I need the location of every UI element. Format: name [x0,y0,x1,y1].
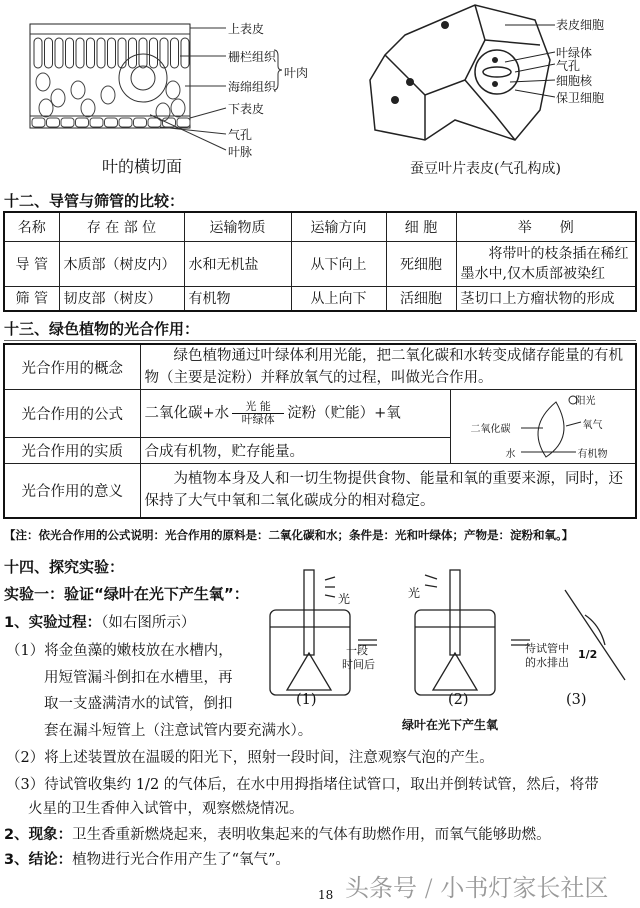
process-title: 1、实验过程： [4,615,102,631]
section-13-heading: 十三、绿色植物的光合作用： [4,320,200,338]
formula-condition-light: 光 能 [245,400,271,413]
photosynthesis-diagram-cell [450,390,636,464]
leader-lines [150,20,290,160]
formula-condition-chloroplast: 叶绿体 [241,413,275,426]
table-cell: 水和无机盐 [184,241,291,286]
formula [140,390,450,438]
step-2: （2）将上述装置放在温暖的阳光下，照射一段时间，注意观察气泡的产生。 [6,750,494,766]
figure-title: 绿叶在光下产生氧 [402,718,499,732]
row-text: 合成有机物，贮存能量。 [140,438,450,464]
process-line [4,611,195,632]
table-row [4,464,636,518]
label-palisade: 栅栏组织 [228,50,277,64]
section-14-heading: 十四、探究实验： [4,558,125,576]
header-cell: 细 胞 [386,212,456,241]
label-stoma: 气孔 [228,128,253,142]
table-cell: 木质部（树皮内） [59,241,184,286]
header-cell: 存 在 部 位 [59,212,184,241]
step-1-line: 取一支盛满清水的试管，倒扣 [44,696,233,712]
label-water: 水 [505,449,516,460]
phenomenon-text: 卫生香重新燃烧起来，表明收集起来的气体有助燃作用，而氧气能够助燃。 [72,827,551,843]
light-label: 光 [408,586,421,600]
figure-caption-3: (3) [566,692,587,708]
table-cell: 将带叶的枝条插在稀红墨水中,仅木质部被染红 [456,241,636,286]
divider [4,340,636,341]
vessel-sieve-table [3,211,637,312]
label-vein: 叶脉 [228,145,253,159]
table-row [4,390,636,438]
after-label: 一段 [346,644,368,657]
conclusion [4,848,290,869]
table-row [4,286,636,311]
epidermis-caption: 蚕豆叶片表皮(气孔构成) [410,161,561,177]
label-co2: 二氧化碳 [470,424,511,435]
leaf-section-caption: 叶的横切面 [102,157,183,176]
table-cell: 有机物 [184,286,291,311]
table-cell: 韧皮部（树皮） [59,286,184,311]
label-mesophyll: 叶肉 [284,66,309,80]
label-organic: 有机物 [577,449,608,460]
label-spongy: 海绵组织 [228,80,277,94]
table-cell: 导 管 [4,241,59,286]
row-label: 光合作用的实质 [4,438,140,464]
drain-label: 的水排出 [525,656,569,669]
label-upper-epidermis: 上表皮 [228,22,265,36]
formula-arrow [232,401,284,426]
section-12-heading: 十二、导管与筛管的比较： [4,192,185,210]
phenomenon-title: 2、现象： [4,827,73,843]
table-cell: 从下向上 [291,241,386,286]
table-cell: 从上向下 [291,286,386,311]
table-cell: 死细胞 [386,241,456,286]
after-label: 时间后 [342,658,375,671]
step-1-line: 用短管漏斗倒扣在水槽里，再 [44,670,233,686]
label-epidermal-cell: 表皮细胞 [556,18,605,32]
label-oxygen: 氧气 [582,420,603,431]
step-3-line: （3）待试管收集约 1/2 的气体后，在水中用拇指堵住试管口，取出并倒转试管，然后，将带 [6,777,599,793]
table-cell: 筛 管 [4,286,59,311]
row-label: 光合作用的公式 [4,390,140,438]
label-nucleus: 细胞核 [556,74,593,88]
row-text: 绿色植物通过叶绿体利用光能，把二氧化碳和水转变成储存能量的有机物（主要是淀粉）并释放氧气的过程，叫做光合作用。 [140,344,636,390]
conclusion-title: 3、结论： [4,852,73,868]
label-stoma-2: 气孔 [556,59,581,73]
table-cell: 茎切口上方瘤状物的形成 [456,286,636,311]
experiment-figure [265,565,640,700]
note: 【注：依光合作用的公式说明：光合作用的原料是：二氧化碳和水；条件是：光和叶绿体；产物是：淀粉和氧。】 [4,528,574,542]
label-sunlight: 阳光 [575,396,596,407]
drain-label: 待试管中 [525,642,569,655]
conclusion-text: 植物进行光合作用产生了“氧气”。 [72,852,290,868]
formula-reactants: 二氧化碳+水 [144,405,230,422]
watermark: 头条号 / 小书灯家长社区 [345,874,609,902]
figure-caption-2: (2) [448,692,469,708]
process-hint: （如右图所示） [101,615,196,631]
photosynthesis-table [3,343,637,519]
header-cell: 运输方向 [291,212,386,241]
step-1-line: （1）将金鱼藻的嫩枝放在水槽内， [6,643,233,659]
table-header-row [4,212,636,241]
row-label: 光合作用的概念 [4,344,140,390]
row-text: 为植物本身及人和一切生物提供食物、能量和氧的重要来源，同时，还保持了大气中氧和二氧化碳成分的相对稳定。 [140,464,636,518]
light-label: 光 [338,592,351,606]
half-label: 1/2 [578,648,598,661]
step-3-line: 火星的卫生香伸入试管中，观察燃烧情况。 [28,801,304,817]
label-guard-cell: 保卫细胞 [556,91,605,105]
label-lower-epidermis: 下表皮 [228,102,265,116]
header-cell: 举 例 [456,212,636,241]
table-cell: 活细胞 [386,286,456,311]
table-row [4,241,636,286]
experiment-1-title: 实验一：验证“绿叶在光下产生氧”： [4,585,249,603]
formula-products: 淀粉（贮能）+氧 [287,405,401,422]
header-cell: 名称 [4,212,59,241]
figure-caption-1: (1) [296,692,317,708]
label-chloroplast: 叶绿体 [556,46,593,60]
page-number: 18 [318,888,334,902]
header-cell: 运输物质 [184,212,291,241]
table-row [4,344,636,390]
epidermis-diagram [365,0,555,152]
row-label: 光合作用的意义 [4,464,140,518]
phenomenon [4,823,551,844]
step-1-line: 套在漏斗短管上（注意试管内要充满水）。 [44,723,313,739]
